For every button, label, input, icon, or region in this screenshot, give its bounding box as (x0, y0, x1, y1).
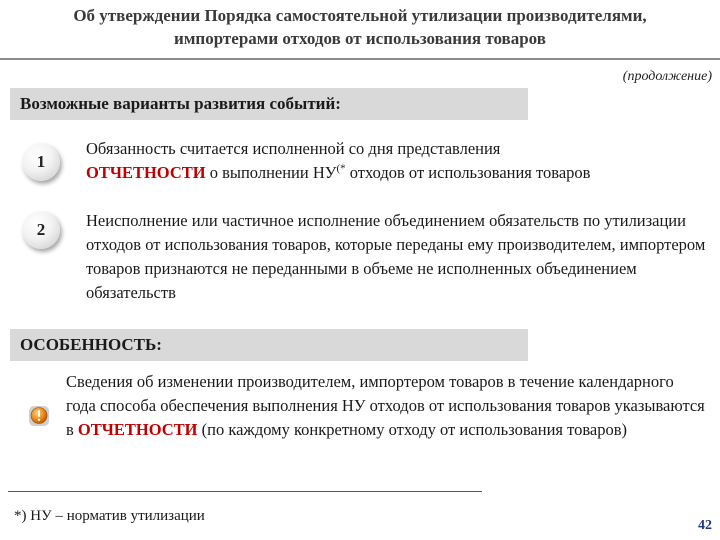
title-line-1: Об утверждении Порядка самостоятельной утилизации производителями, (73, 6, 647, 25)
feature-text-after: (по каждому конкретному отходу от использования товаров) (197, 420, 628, 439)
page-number: 42 (698, 518, 712, 533)
scenario-item-2: Неисполнение или частичное исполнение объединением обязательств по утилизации отходов от использования товаров, которые переданы ему производителем, импортером товаров признаются не переданными в объеме не исполненных объединением обязательств (86, 211, 706, 302)
footnote (14, 508, 205, 525)
footnote-ref: (* (336, 162, 346, 175)
page-title (10, 4, 710, 50)
footnote-marker: *) (14, 508, 27, 524)
scenario-1-line1: Обязанность считается исполненной со дня представления (86, 139, 501, 158)
scenario-1-end: отходов от использования товаров (345, 163, 591, 182)
highlight-reporting: ОТЧЕТНОСТИ (77, 420, 198, 439)
scenario-1-mid: о выполнении НУ (205, 163, 337, 182)
feature-note (66, 370, 706, 442)
item-number-badge: 2 (22, 211, 60, 249)
item-number-badge: 1 (22, 143, 60, 181)
feature-text-before: Сведения об изменении производителем, импортером товаров в течение календарного года способа обеспечения выполнения НУ отходов от использования товаров указываются в (66, 372, 705, 439)
highlight-reporting: ОТЧЕТНОСТИ (86, 163, 206, 182)
title-divider (0, 58, 720, 60)
section-heading-scenarios: Возможные варианты развития событий: (10, 88, 528, 120)
section-heading-feature: ОСОБЕННОСТЬ: (10, 329, 528, 361)
continuation-note: (продолжение) (622, 69, 712, 84)
title-line-2: импортерами отходов от использования товаров (174, 29, 546, 48)
footnote-text: НУ – норматив утилизации (26, 508, 205, 524)
scenario-item-1 (86, 137, 712, 185)
warning-icon (28, 405, 50, 427)
footnote-divider (8, 491, 482, 492)
scenario-1-line2 (86, 161, 712, 185)
